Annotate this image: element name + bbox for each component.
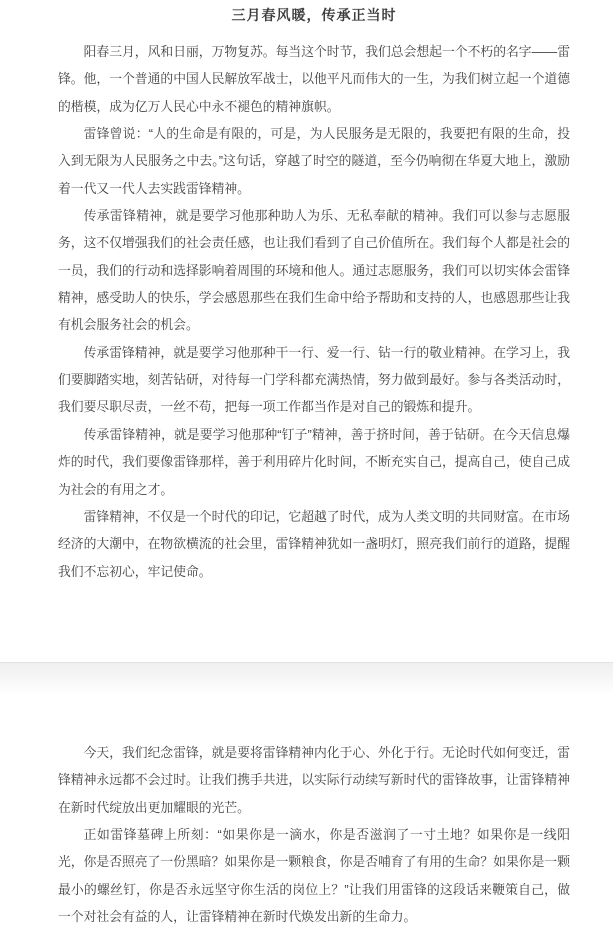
paragraph-nail-spirit: 传承雷锋精神，就是要学习他那种“钉子”精神，善于挤时间，善于钻研。在今天信息爆炸的时代，我们要像雷锋那样，善于利用碎片化时间，不断充实自己，提高自己，使自己成为社会的有用之才。 (58, 426, 570, 497)
paragraph-leifeng-quote: 雷锋曾说：“人的生命是有限的，可是，为人民服务是无限的，我要把有限的生命，投入到无限为人民服务之中去。”这句话，穿越了时空的隧道，至今仍响彻在华夏大地上，激励着一代又一代人去实践雷锋精神。 (58, 126, 570, 196)
page-2 (0, 695, 613, 930)
paragraph-volunteer-spirit: 传承雷锋精神，就是要学习他那种助人为乐、无私奉献的精神。我们可以参与志愿服务，这不仅增强我们的社会责任感，也让我们看到了自己价值所在。我们每个人都是社会的一员，我们的行动和选择影响着周围的环境和他人。通过志愿服务，我们可以切实体会雷锋精神，感受助人的快乐，学会感恩那些在我们生命中给予帮助和支持的人，也感恩那些让我有机会服务社会的机会。 (58, 208, 570, 333)
page-break-separator (0, 662, 613, 695)
paragraph-era-legacy: 雷锋精神，不仅是一个时代的印记，它超越了时代，成为人类文明的共同财富。在市场经济的大潮中，在物欲横流的社会里，雷锋精神犹如一盏明灯，照亮我们前行的道路，提醒我们不忘初心，牢记使命。 (58, 508, 570, 579)
paragraph-tombstone-quote: 正如雷锋墓碑上所刻：“如果你是一滴水，你是否滋润了一寸土地？如果你是一线阳光，你是否照亮了一份黑暗？如果你是一颗粮食，你是否哺育了有用的生命？如果你是一颗最小的螺丝钉，你是否永远坚守你生活的岗位上？”让我们用雷锋的这段话来鞭策自己，做一个对社会有益的人，让雷锋精神在新时代焕发出新的生命力。 (58, 827, 570, 925)
document-title: 三月春风暖，传承正当时 (231, 7, 397, 23)
paragraph-commemoration: 今天，我们纪念雷锋，就是要将雷锋精神内化于心、外化于行。无论时代如何变迁，雷锋精神永远都不会过时。让我们携手共进，以实际行动续写新时代的雷锋故事，让雷锋精神在新时代绽放出更加耀眼的光芒。 (58, 745, 570, 815)
paragraph-intro: 阳春三月，风和日丽，万物复苏。每当这个时节，我们总会想起一个不朽的名字——雷锋。他，一个普通的中国人民解放军战士，以他平凡而伟大的一生，为我们树立起一个道德的楷模，成为亿万人民心中永不褪色的精神旗帜。 (58, 44, 570, 114)
paragraph-dedication-spirit: 传承雷锋精神，就是要学习他那种干一行、爱一行、钻一行的敬业精神。在学习上，我们要脚踏实地，刻苦钻研，对待每一门学科都充满热情，努力做到最好。参与各类活动时，我们要尽职尽责，一丝不苟，把每一项工作都当作是对自己的锻炼和提升。 (58, 344, 570, 415)
